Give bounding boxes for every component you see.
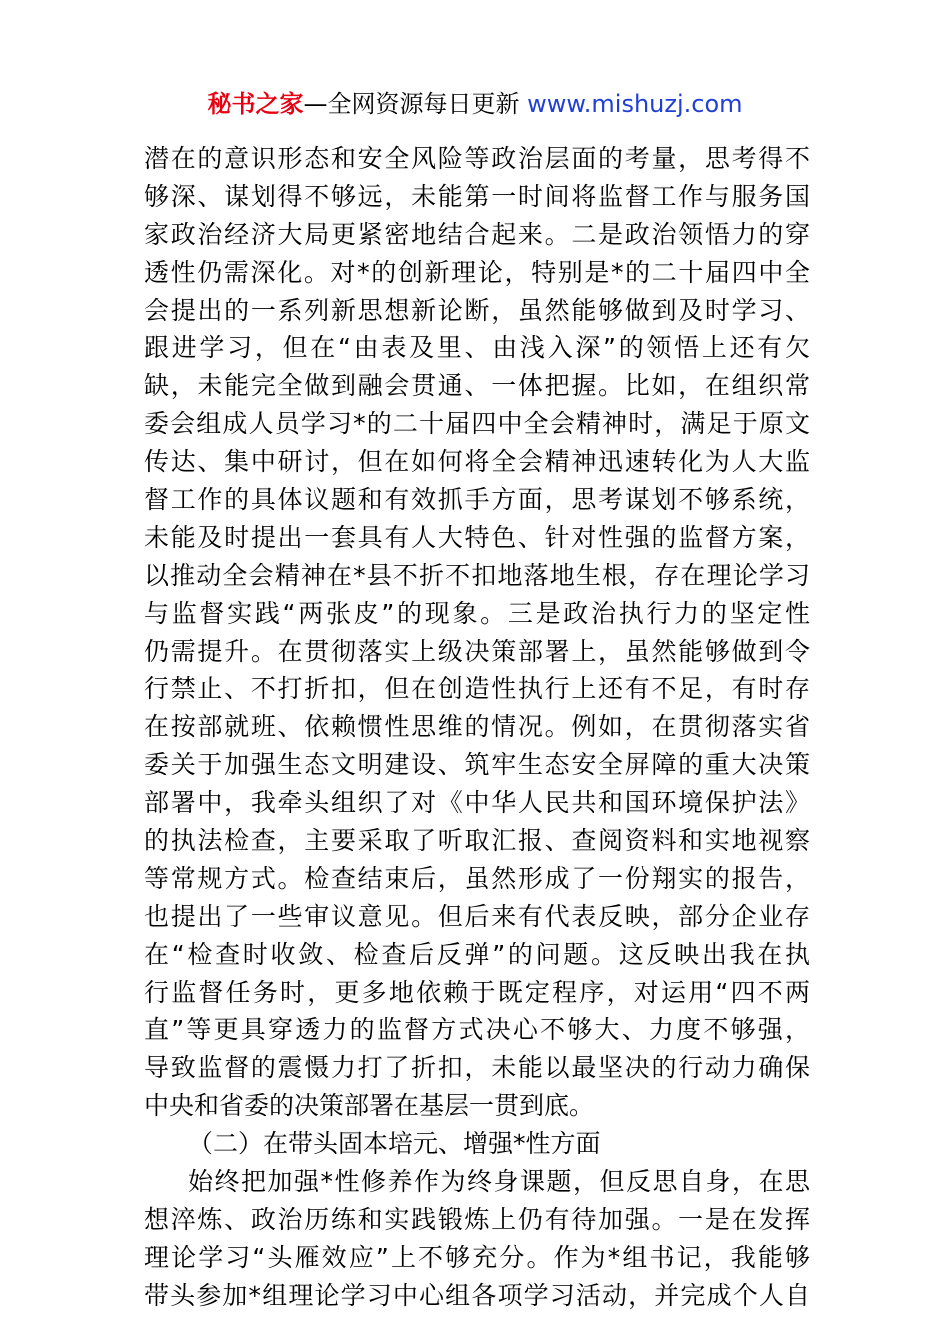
text-line: 会提出的一系列新思想新论断，虽然能够做到及时学习、 bbox=[144, 295, 810, 325]
text-line: 潜在的意识形态和安全风险等政治层面的考量，思考得不 bbox=[144, 144, 810, 173]
text-line: 等常规方式。检查结束后，虽然形成了一份翔实的报告， bbox=[144, 863, 810, 893]
text-line: 在“检查时收敛、检查后反弹”的问题。这反映出我在执 bbox=[144, 939, 810, 969]
text-line: 中央和省委的决策部署在基层一贯到底。 bbox=[144, 1091, 595, 1121]
text-line: 导致监督的震慑力打了折扣，未能以最坚决的行动力确保 bbox=[144, 1053, 810, 1083]
text-line: 理论学习“头雁效应”上不够充分。作为*组书记，我能够 bbox=[144, 1242, 810, 1272]
text-line: 委会组成人员学习*的二十届四中全会精神时，满足于原文 bbox=[144, 409, 810, 439]
site-tagline: —全网资源每日更新 bbox=[303, 90, 528, 118]
text-line: 也提出了一些审议意见。但后来有代表反映，部分企业存 bbox=[144, 901, 810, 931]
section-heading: （二）在带头固本培元、增强*性方面 bbox=[188, 1129, 601, 1159]
text-line: 督工作的具体议题和有效抓手方面，思考谋划不够系统， bbox=[144, 485, 810, 515]
text-line: 透性仍需深化。对*的创新理论，特别是*的二十届四中全 bbox=[144, 257, 810, 287]
text-line: 委关于加强生态文明建设、筑牢生态安全屏障的重大决策 bbox=[144, 750, 810, 780]
text-line: 带头参加*组理论学习中心组各项学习活动，并完成个人自 bbox=[144, 1280, 810, 1310]
text-line: 未能及时提出一套具有人大特色、针对性强的监督方案， bbox=[144, 522, 810, 552]
text-line: 行禁止、不打折扣，但在创造性执行上还有不足，有时存 bbox=[144, 674, 810, 704]
text-line: 想淬炼、政治历练和实践锻炼上仍有待加强。一是在发挥 bbox=[144, 1204, 810, 1234]
document-body bbox=[144, 140, 810, 1315]
paragraph-1 bbox=[144, 140, 810, 1125]
text-line: 直”等更具穿透力的监督方式决心不够大、力度不够强， bbox=[144, 1015, 810, 1045]
text-line: 跟进学习，但在“由表及里、由浅入深”的领悟上还有欠 bbox=[144, 333, 810, 363]
site-header bbox=[0, 86, 950, 122]
text-line: 始终把加强*性修养作为终身课题，但反思自身，在思 bbox=[188, 1167, 810, 1197]
text-line: 以推动全会精神在*县不折不扣地落地生根，存在理论学习 bbox=[144, 560, 810, 590]
text-line: 与监督实践“两张皮”的现象。三是政治执行力的坚定性 bbox=[144, 598, 810, 628]
site-brand: 秘书之家 bbox=[207, 90, 304, 118]
site-url[interactable]: www.mishuzj.com bbox=[527, 90, 743, 118]
text-line: 传达、集中研讨，但在如何将全会精神迅速转化为人大监 bbox=[144, 447, 810, 477]
paragraph-2 bbox=[144, 1163, 810, 1315]
text-line: 的执法检查，主要采取了听取汇报、查阅资料和实地视察 bbox=[144, 826, 810, 856]
text-line: 部署中，我牵头组织了对《中华人民共和国环境保护法》 bbox=[144, 788, 810, 818]
text-line: 家政治经济大局更紧密地结合起来。二是政治领悟力的穿 bbox=[144, 219, 810, 249]
text-line: 够深、谋划得不够远，未能第一时间将监督工作与服务国 bbox=[144, 181, 810, 211]
text-line: 仍需提升。在贯彻落实上级决策部署上，虽然能够做到令 bbox=[144, 636, 810, 666]
text-line: 缺，未能完全做到融会贯通、一体把握。比如，在组织常 bbox=[144, 371, 810, 401]
text-line: 行监督任务时，更多地依赖于既定程序，对运用“四不两 bbox=[144, 977, 810, 1007]
text-line: 在按部就班、依赖惯性思维的情况。例如，在贯彻落实省 bbox=[144, 712, 810, 742]
